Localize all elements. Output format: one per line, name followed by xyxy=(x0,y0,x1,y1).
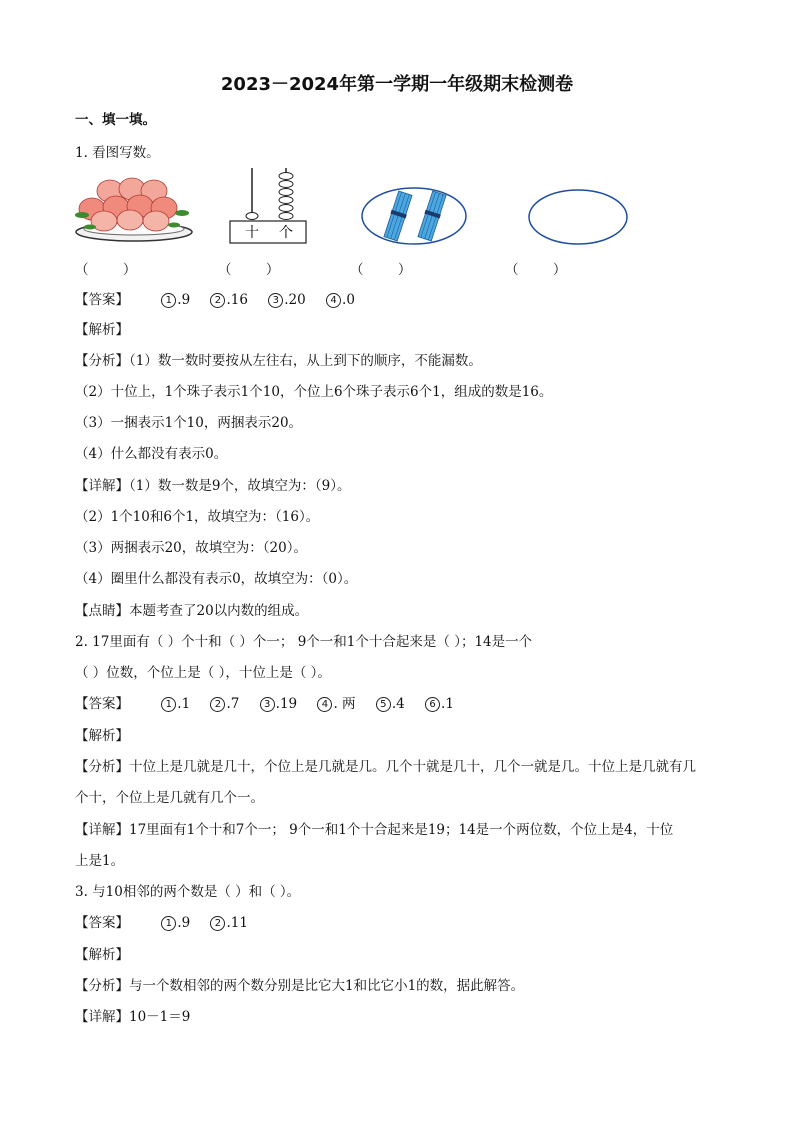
q1-fenxi-1: 【分析】（1）数一数时要按从左往右，从上到下的顺序，不能漏数。 xyxy=(75,353,482,369)
answer-label: 【答案】 xyxy=(75,915,129,931)
q1-xiangjie-2: （2）1个10和6个1，故填空为：（16）。 xyxy=(75,509,320,525)
q3-stem: 3. 与10相邻的两个数是（ ）和（ ）。 xyxy=(75,884,301,900)
answer-item: 2 .11 xyxy=(210,915,247,931)
abacus-tens-label: 十 xyxy=(245,225,259,241)
q1-blank-3: （ ） xyxy=(350,262,412,278)
q3-answer-row xyxy=(75,911,264,931)
q1-xiangjie-3: （3）两捆表示20，故填空为：（20）。 xyxy=(75,540,307,556)
q1-xiangjie-4: （4）圈里什么都没有表示0，故填空为：（0）。 xyxy=(75,571,358,587)
q1-blank-2: （ ） xyxy=(218,262,280,278)
answer-item: 3 .19 xyxy=(260,696,297,712)
q1-blank-1: （ ） xyxy=(75,262,137,278)
q1-xiangjie-1: 【详解】（1）数一数是9个，故填空为：（9）。 xyxy=(75,478,351,494)
answer-item: 6 .1 xyxy=(425,696,454,712)
q2-fenxi-2: 个十，个位上是几就有几个一。 xyxy=(75,790,264,806)
stick-bundles-image xyxy=(360,186,468,246)
q1-fenxi-2: （2）十位上，1个珠子表示1个10，个位上6个珠子表示6个1，组成的数是16。 xyxy=(75,384,553,400)
q2-xiangjie-2: 上是1。 xyxy=(75,853,125,869)
q2-stem-1: 2. 17里面有（ ）个十和（ ）个一； 9个一和1个十合起来是（ ）；14是一个 xyxy=(75,634,533,650)
abacus-ones-label: 个 xyxy=(279,225,293,241)
answer-item: 5 .4 xyxy=(376,696,405,712)
q1-fenxi-3: （3）一捆表示1个10，两捆表示20。 xyxy=(75,415,303,431)
q2-fenxi-1: 【分析】十位上是几就是几十，个位上是几就是几。几个十就是几十，几个一就是几。十位上是几就有几 xyxy=(75,759,696,775)
jiexi-label: 【解析】 xyxy=(75,947,129,963)
q3-fenxi: 【分析】与一个数相邻的两个数分别是比它大1和比它小1的数，据此解答。 xyxy=(75,978,525,994)
answer-label: 【答案】 xyxy=(75,292,129,308)
answer-item: 2 .7 xyxy=(210,696,239,712)
q1-dianjing: 【点睛】本题考查了20以内数的组成。 xyxy=(75,603,309,619)
section-heading: 一、填一填。 xyxy=(75,112,156,128)
answer-item: 4 .0 xyxy=(326,292,355,308)
q1-fenxi-4: （4）什么都没有表示0。 xyxy=(75,446,228,462)
jiexi-label: 【解析】 xyxy=(75,322,129,338)
answer-item: 3 .20 xyxy=(268,292,305,308)
abacus-image xyxy=(228,166,310,248)
answer-item: 1 .9 xyxy=(161,292,190,308)
q2-answer-row xyxy=(75,692,470,712)
q2-stem-2: （ ）位数，个位上是（ ），十位上是（ ）。 xyxy=(75,665,331,681)
answer-item: 1 .9 xyxy=(161,915,190,931)
jiexi-label: 【解析】 xyxy=(75,728,129,744)
answer-item: 1 .1 xyxy=(161,696,190,712)
q3-xiangjie: 【详解】10－1＝9 xyxy=(75,1009,191,1025)
answer-label: 【答案】 xyxy=(75,696,129,712)
q1-blank-4: （ ） xyxy=(505,262,567,278)
empty-oval-image xyxy=(527,188,629,246)
q1-stem: 1. 看图写数。 xyxy=(75,145,160,161)
peach-plate-image xyxy=(70,175,196,243)
q2-xiangjie-1: 【详解】17里面有1个十和7个一； 9个一和1个十合起来是19；14是一个两位数，个位上是4，十位 xyxy=(75,822,674,838)
document-title: 2023－2024年第一学期一年级期末检测卷 xyxy=(220,74,574,95)
answer-item: 4 . 两 xyxy=(317,692,355,712)
q1-answer-row xyxy=(75,288,371,308)
answer-item: 2 .16 xyxy=(210,292,247,308)
